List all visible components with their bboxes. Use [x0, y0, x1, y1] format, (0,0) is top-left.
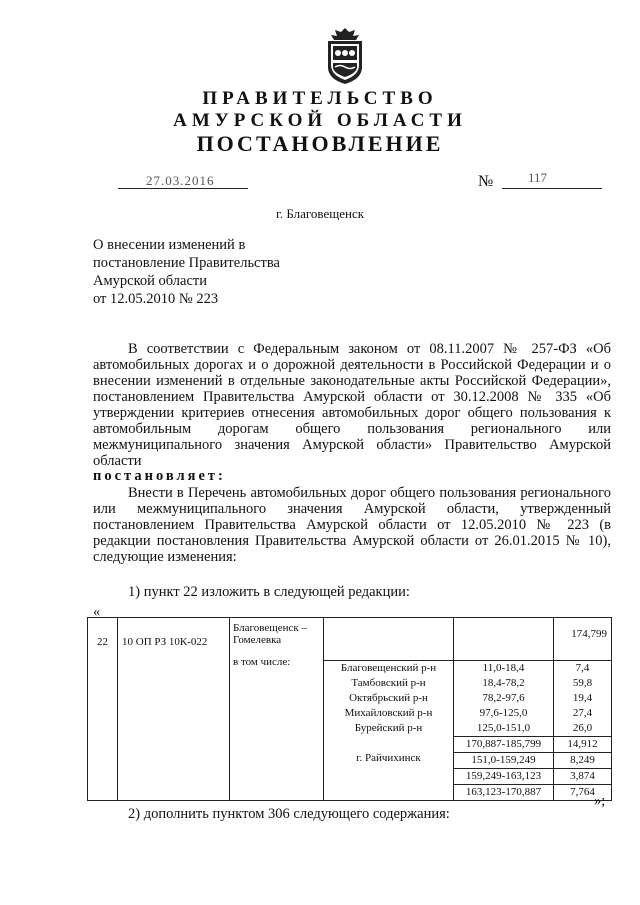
number-label: №: [478, 173, 494, 190]
item-1: 1) пункт 22 изложить в следующей редакции:: [128, 584, 410, 600]
km-range: 151,0-159,249: [454, 752, 553, 768]
district: Бурейский р-н: [354, 722, 423, 734]
region-title: АМУРСКОЙ ОБЛАСТИ: [173, 110, 467, 131]
subject-line: от 12.05.2010 № 223: [93, 291, 219, 307]
length-value: 27,4: [572, 707, 593, 719]
road-name-line: Благовещенск –: [233, 622, 308, 634]
km-range: 163,123-170,887: [454, 784, 553, 800]
length-value: 19,4: [572, 692, 593, 704]
subject-line: Амурской области: [93, 273, 207, 289]
district: [324, 736, 453, 751]
length-value: 3,874: [554, 768, 611, 784]
document-date: 27.03.2016: [146, 173, 215, 188]
length-value: 7,4: [575, 662, 590, 674]
km-range: 78,2-97,6: [482, 692, 525, 704]
road-code: 10 ОП РЗ 10К-022: [118, 618, 230, 801]
preamble-text: В соответствии с Федеральным законом от 08.11.2007 № 257-ФЗ «Об автомобильных дорогах и о дорожной деятельности в Российской Федерации и о внесении изменений в отдельные законодательные акты Российской Федерации», постановлением Правительства Амурской области от 30.12.2008 № 335 «Об утверждении критериев отнесения автомобильных дорог общего пользования к автомобильным дорогам общего пользования регионального или межмуниципального значения Амурской области» Правительство Амурской области: [93, 341, 611, 469]
district: Тамбовский р-н: [351, 677, 426, 689]
district: г. Райчихинск: [356, 752, 421, 764]
item-2: 2) дополнить пунктом 306 следующего содержания:: [128, 806, 450, 822]
district: Благовещенский р-н: [340, 662, 437, 674]
km-range: 97,6-125,0: [479, 707, 528, 719]
length-value: 8,249: [554, 752, 611, 768]
road-number: 22: [88, 618, 118, 801]
district: [324, 766, 453, 781]
length-value: 26,0: [572, 722, 593, 734]
length-value: 14,912: [554, 736, 611, 752]
km-range: 125,0-151,0: [476, 722, 531, 734]
km-range: 159,249-163,123: [454, 768, 553, 784]
city-name: г. Благовещенск: [275, 206, 365, 221]
length-column: [554, 618, 612, 801]
total-length: 174,799: [554, 618, 611, 661]
quote-open: «: [93, 604, 101, 620]
subject-line: О внесении изменений в: [93, 237, 246, 253]
table-row: [88, 618, 612, 801]
coat-of-arms-icon: [322, 27, 368, 85]
number-underline: [502, 188, 602, 189]
km-column: [454, 618, 554, 801]
road-table: [87, 617, 612, 801]
road-name-line: Гомелевка: [233, 634, 282, 646]
preamble-paragraph: [93, 341, 611, 469]
document-subject: [93, 236, 313, 308]
districts-column: [324, 618, 454, 801]
document-number: 117: [528, 170, 548, 185]
road-name: [230, 618, 324, 801]
subject-line: постановление Правительства: [93, 255, 280, 271]
length-value: 59,8: [572, 677, 593, 689]
district: Михайловский р-н: [344, 707, 433, 719]
km-range: 11,0-18,4: [482, 662, 525, 674]
amendment-paragraph: Внести в Перечень автомобильных дорог общего пользования регионального или межмуниципального значения Амурской области, утвержденный постановлением Правительства Амурской области от 12.05.2010 № 223 (в редакции постановления Правительства Амурской области от 26.01.2015 № 10), следующие изменения:: [93, 485, 611, 565]
district: [324, 781, 453, 796]
district: Октябрьский р-н: [349, 692, 428, 704]
km-range: 18,4-78,2: [482, 677, 525, 689]
document-type-title: ПОСТАНОВЛЕНИЕ: [196, 131, 444, 156]
quote-close: »;: [594, 793, 606, 809]
km-range: 170,887-185,799: [454, 736, 553, 752]
length-value: 7,764: [554, 784, 611, 800]
including-label: в том числе:: [233, 656, 291, 668]
government-title: ПРАВИТЕЛЬСТВО: [202, 88, 438, 109]
decree-word: постановляет:: [93, 468, 226, 484]
